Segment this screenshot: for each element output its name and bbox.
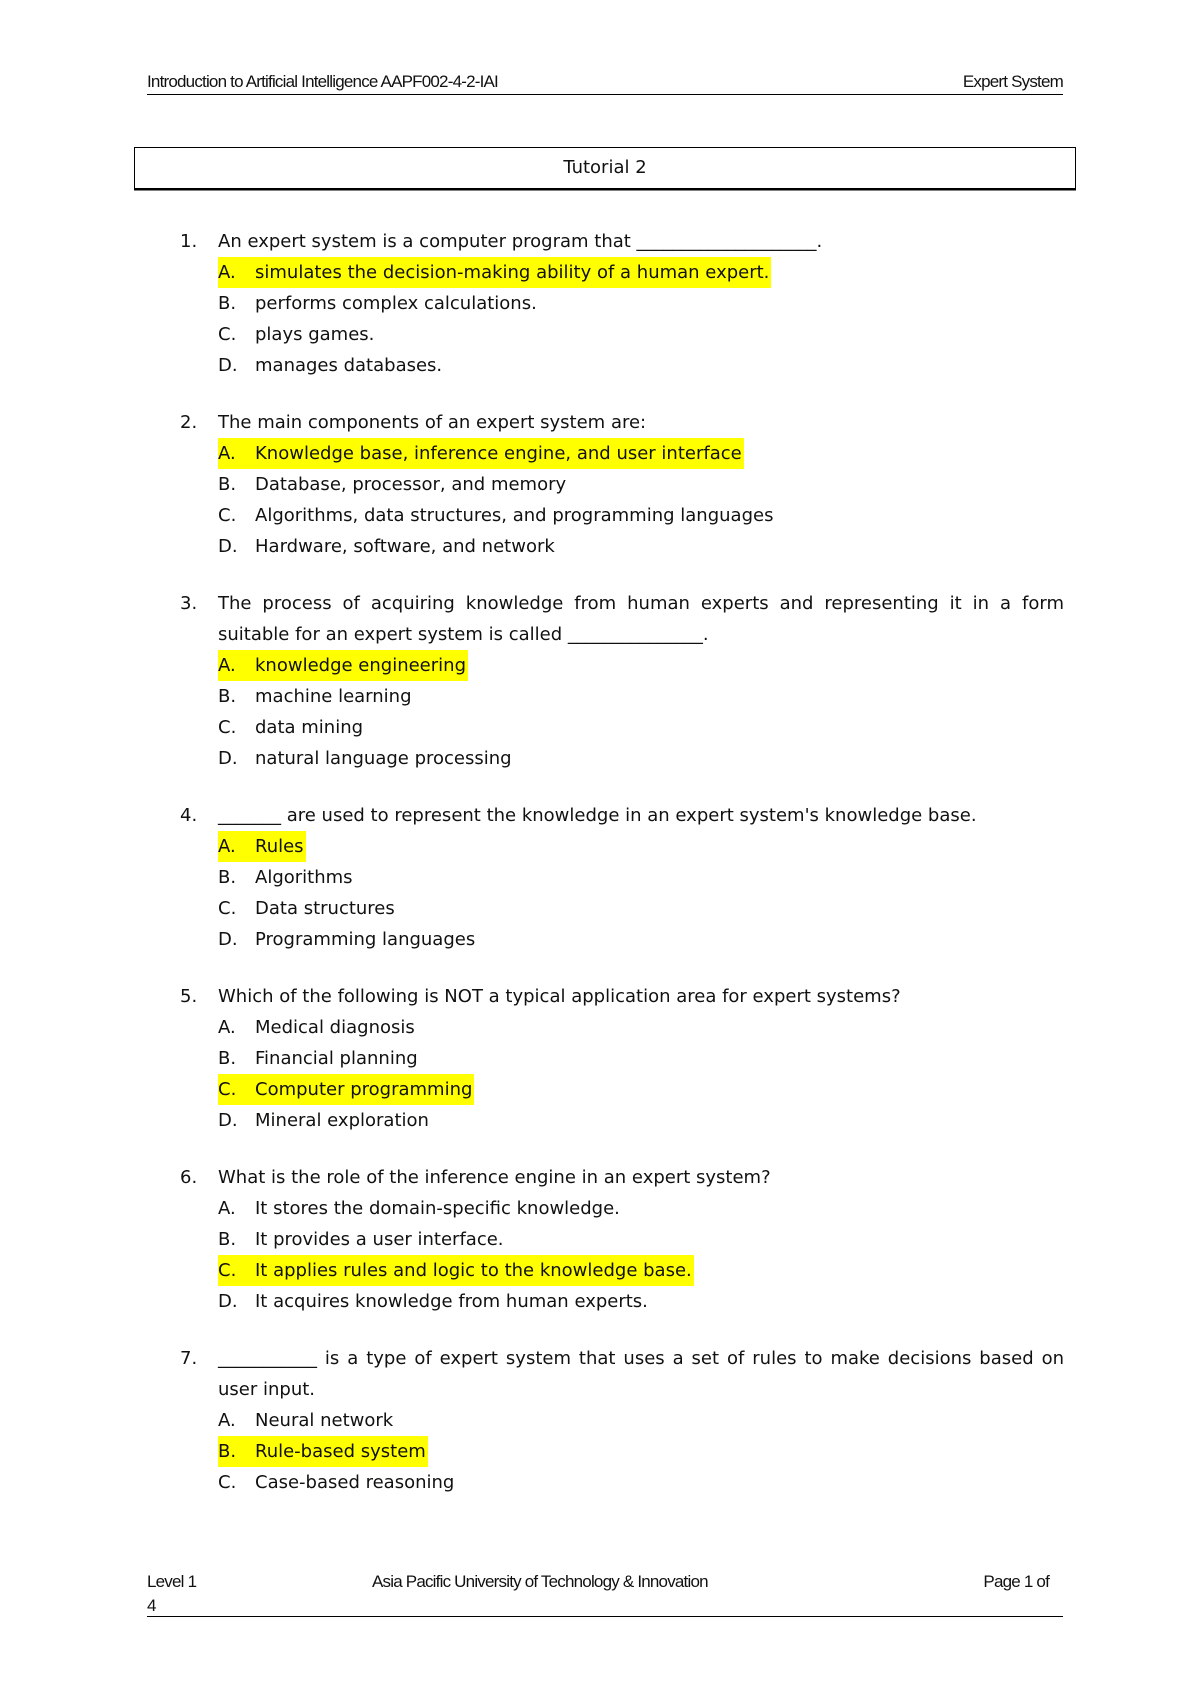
answer-option [218, 1043, 1064, 1074]
answer-option [218, 1105, 1064, 1136]
question-item [180, 981, 1064, 1136]
option-content [218, 1224, 504, 1255]
option-text: It applies rules and logic to the knowledge base. [255, 1260, 692, 1281]
option-letter: C. [218, 1472, 237, 1493]
option-text: Programming languages [255, 929, 476, 950]
option-text: Rule-based system [255, 1441, 426, 1462]
option-list [180, 438, 1064, 562]
answer-option [218, 743, 1064, 774]
question-number: 2. [180, 412, 198, 433]
answer-option [218, 893, 1064, 924]
question-item [180, 588, 1064, 774]
option-letter: B. [218, 1229, 237, 1250]
question-item [180, 226, 1064, 381]
option-text: simulates the decision-making ability of a human expert. [255, 262, 770, 283]
option-text: Hardware, software, and network [255, 536, 555, 557]
footer-page-total: 4 [147, 1596, 156, 1615]
option-letter: D. [218, 748, 238, 769]
question-number: 6. [180, 1167, 198, 1188]
answer-option-correct [218, 1074, 1064, 1105]
option-letter: C. [218, 324, 237, 345]
answer-option-correct [218, 831, 1064, 862]
option-text: performs complex calculations. [255, 293, 537, 314]
question-list [180, 226, 1064, 1524]
question-text: ___________ is a type of expert system that uses a set of rules to make decisions based on user input. [218, 1348, 1064, 1400]
question-number: 1. [180, 231, 198, 252]
option-content [218, 500, 773, 531]
option-letter: B. [218, 1048, 237, 1069]
page-footer [147, 1570, 1063, 1617]
footer-level [147, 1570, 207, 1618]
answer-option [218, 1405, 1064, 1436]
question-text: Which of the following is NOT a typical application area for expert systems? [218, 986, 901, 1007]
answer-highlight [218, 1255, 694, 1286]
question-stem [180, 407, 1064, 438]
option-text: machine learning [255, 686, 412, 707]
option-content [218, 1012, 415, 1043]
option-content [218, 469, 566, 500]
answer-option [218, 1224, 1064, 1255]
option-letter: A. [218, 1198, 236, 1219]
question-text: What is the role of the inference engine in an expert system? [218, 1167, 771, 1188]
option-letter: D. [218, 1291, 238, 1312]
option-content [218, 1105, 429, 1136]
question-stem [180, 588, 1064, 650]
option-text: Mineral exploration [255, 1110, 429, 1131]
option-text: natural language processing [255, 748, 512, 769]
footer-level-text: Level 1 [147, 1572, 197, 1591]
option-letter: D. [218, 929, 238, 950]
option-letter: A. [218, 262, 236, 283]
question-item [180, 407, 1064, 562]
option-content [218, 1286, 648, 1317]
answer-highlight [218, 1436, 428, 1467]
option-letter: A. [218, 1410, 236, 1431]
question-stem [180, 800, 1064, 831]
question-text: _______ are used to represent the knowledge in an expert system's knowledge base. [218, 805, 977, 826]
option-content [218, 288, 537, 319]
option-letter: D. [218, 1110, 238, 1131]
answer-option [218, 500, 1064, 531]
answer-highlight [218, 438, 744, 469]
footer-page-number: Page 1 of [983, 1572, 1049, 1591]
option-letter: A. [218, 1017, 236, 1038]
answer-option-correct [218, 1436, 1064, 1467]
answer-option [218, 712, 1064, 743]
option-text: Knowledge base, inference engine, and user interface [255, 443, 742, 464]
option-content [218, 712, 363, 743]
option-content [218, 893, 395, 924]
option-letter: C. [218, 1079, 237, 1100]
question-text: The process of acquiring knowledge from human experts and representing it in a form suitable for an expert system is called _______________. [218, 593, 1064, 645]
answer-option [218, 1467, 1064, 1498]
answer-option [218, 469, 1064, 500]
answer-option-correct [218, 1255, 1064, 1286]
question-item [180, 1343, 1064, 1498]
option-content [218, 1405, 393, 1436]
question-item [180, 800, 1064, 955]
answer-option [218, 1193, 1064, 1224]
option-text: plays games. [255, 324, 375, 345]
option-text: Computer programming [255, 1079, 473, 1100]
answer-option-correct [218, 438, 1064, 469]
option-text: Financial planning [255, 1048, 418, 1069]
answer-highlight [218, 831, 306, 862]
option-content [218, 1193, 620, 1224]
question-number: 5. [180, 986, 198, 1007]
course-title: Introduction to Artificial Intelligence AAPF002-4-2-IAI [147, 72, 498, 91]
option-text: Rules [255, 836, 304, 857]
option-letter: C. [218, 717, 237, 738]
option-list [180, 650, 1064, 774]
option-content [218, 319, 374, 350]
option-list [180, 1012, 1064, 1136]
question-number: 4. [180, 805, 198, 826]
topic-title: Expert System [962, 72, 1063, 91]
question-text: The main components of an expert system are: [218, 412, 647, 433]
option-content [218, 862, 353, 893]
option-text: Algorithms [255, 867, 353, 888]
option-list [180, 831, 1064, 955]
answer-option [218, 681, 1064, 712]
option-letter: C. [218, 898, 237, 919]
answer-highlight [218, 650, 468, 681]
question-stem [180, 1162, 1064, 1193]
option-letter: C. [218, 505, 237, 526]
option-letter: B. [218, 686, 237, 707]
question-number: 3. [180, 593, 198, 614]
answer-option [218, 924, 1064, 955]
answer-option-correct [218, 650, 1064, 681]
option-text: Database, processor, and memory [255, 474, 567, 495]
answer-option [218, 862, 1064, 893]
option-text: Case-based reasoning [255, 1472, 455, 1493]
answer-option [218, 531, 1064, 562]
question-stem [180, 1343, 1064, 1405]
option-list [180, 1405, 1064, 1498]
option-content [218, 1467, 454, 1498]
option-letter: D. [218, 536, 238, 557]
answer-option-correct [218, 257, 1064, 288]
option-text: manages databases. [255, 355, 443, 376]
option-content [218, 681, 412, 712]
question-text: An expert system is a computer program that ____________________. [218, 231, 823, 252]
option-text: Medical diagnosis [255, 1017, 415, 1038]
option-letter: A. [218, 443, 236, 464]
option-text: It acquires knowledge from human experts. [255, 1291, 648, 1312]
page-header [147, 70, 1063, 95]
question-number: 7. [180, 1348, 198, 1369]
option-content [218, 1043, 418, 1074]
option-content [218, 743, 512, 774]
option-list [180, 257, 1064, 381]
option-letter: D. [218, 355, 238, 376]
option-content [218, 350, 442, 381]
option-text: Neural network [255, 1410, 394, 1431]
option-text: data mining [255, 717, 364, 738]
answer-option [218, 1012, 1064, 1043]
option-text: It provides a user interface. [255, 1229, 504, 1250]
tutorial-title-box [134, 147, 1076, 189]
answer-highlight [218, 257, 771, 288]
option-text: Data structures [255, 898, 395, 919]
option-letter: B. [218, 1441, 237, 1462]
option-letter: B. [218, 867, 237, 888]
answer-option [218, 288, 1064, 319]
tutorial-title: Tutorial 2 [563, 157, 647, 178]
footer-institution: Asia Pacific University of Technology & Innovation [372, 1572, 708, 1591]
answer-option [218, 350, 1064, 381]
option-content [218, 924, 475, 955]
question-stem [180, 226, 1064, 257]
option-text: Algorithms, data structures, and programming languages [255, 505, 774, 526]
option-letter: C. [218, 1260, 237, 1281]
option-letter: A. [218, 836, 236, 857]
option-text: knowledge engineering [255, 655, 466, 676]
answer-highlight [218, 1074, 474, 1105]
option-letter: B. [218, 293, 237, 314]
option-text: It stores the domain-specific knowledge. [255, 1198, 620, 1219]
answer-option [218, 1286, 1064, 1317]
option-content [218, 531, 555, 562]
option-list [180, 1193, 1064, 1317]
answer-option [218, 319, 1064, 350]
question-item [180, 1162, 1064, 1317]
option-letter: A. [218, 655, 236, 676]
question-stem [180, 981, 1064, 1012]
option-letter: B. [218, 474, 237, 495]
